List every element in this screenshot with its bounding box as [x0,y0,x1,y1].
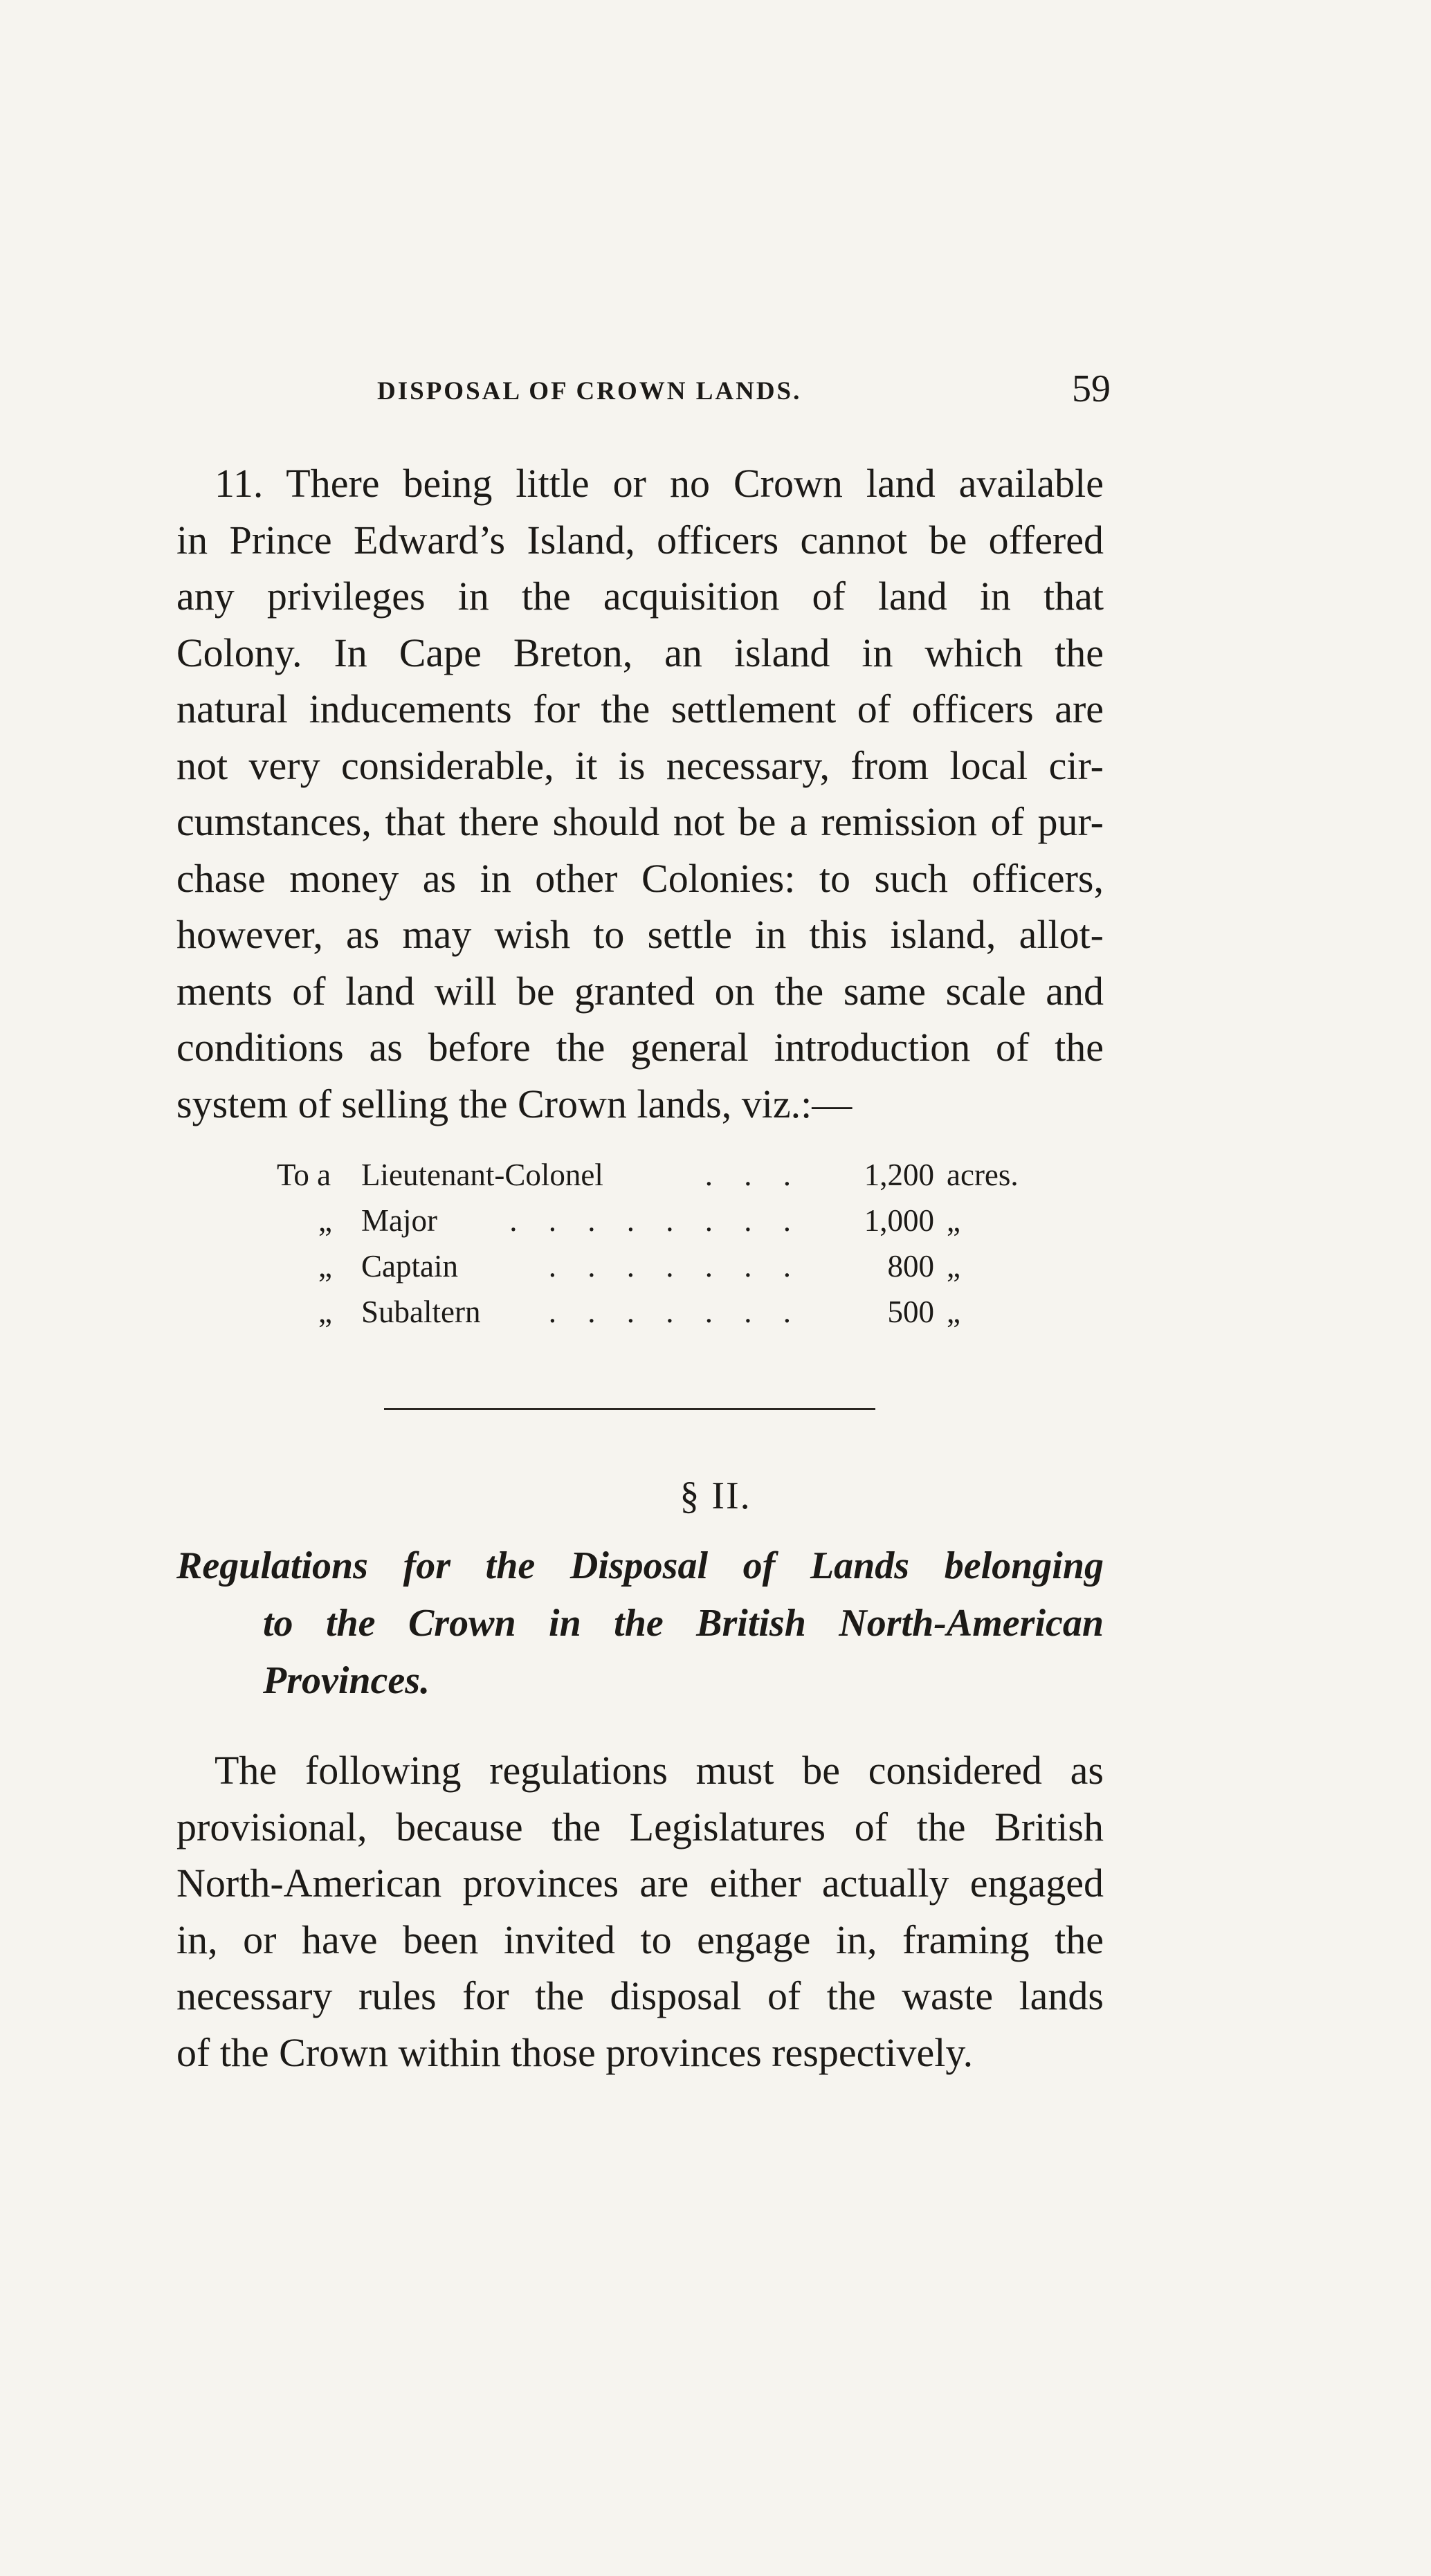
rank-label: Lieutenant-Colonel [361,1158,603,1192]
allotment-row [277,1152,1019,1198]
text-line: system of selling the Crown lands, viz.:— [176,1081,853,1126]
acreage-unit: „ [947,1203,960,1238]
acreage-unit: „ [947,1295,960,1329]
acreage-value: 1,200 [864,1158,934,1192]
rank-label: Major [361,1203,437,1238]
acreage-unit: acres. [947,1158,1019,1192]
title-line: Provinces. [263,1659,430,1702]
text-line: necessary rules for the disposal of the waste lands [176,1973,1104,2018]
ditto-mark: „ [318,1203,332,1238]
row-prefix: To a [277,1158,331,1192]
text-line: ments of land will be granted on the same scale and [176,968,1104,1014]
text-line: 11. There being little or no Crown land available [215,461,1104,506]
dot-leader: . . . . . . . . [509,1203,803,1238]
text-line: not very considerable, it is necessary, from local cir- [176,742,1104,788]
rank-label: Captain [361,1249,458,1284]
dot-leader: . . . . . . . [548,1249,803,1284]
text-line: cumstances, that there should not be a remission of pur- [176,799,1104,844]
text-line: conditions as before the general introduction of the [176,1025,1104,1070]
intro-paragraph [176,1742,1104,2081]
title-line: Regulations for the Disposal of Lands belonging [176,1544,1104,1587]
section-title [176,1537,1104,1710]
text-line: The following regulations must be considered as [215,1748,1104,1793]
allotment-row [277,1243,1010,1289]
running-head: DISPOSAL OF CROWN LANDS. [377,377,802,405]
paragraph-11 [176,455,1104,1132]
text-line: any privileges in the acquisition of land in that [176,574,1104,619]
acreage-unit: „ [947,1249,960,1284]
text-line: in Prince Edward’s Island, officers cannot be offered [176,517,1104,563]
acreage-value: 1,000 [864,1203,934,1238]
text-line: in, or have been invited to engage in, framing the [176,1917,1104,1962]
acreage-value: 500 [887,1295,934,1329]
title-line: to the Crown in the British North-American [263,1602,1104,1645]
text-line: provisional, because the Legislatures of the British [176,1804,1104,1849]
allotment-row [277,1289,1010,1335]
section-heading: § II. [680,1474,751,1517]
text-line: however, as may wish to settle in this island, allot- [176,912,1104,957]
text-line: natural inducements for the settlement of officers are [176,686,1104,731]
allotment-table [277,1152,1019,1335]
ditto-mark: „ [318,1249,332,1284]
page-number: 59 [1072,367,1111,410]
rank-label: Subaltern [361,1295,481,1329]
dot-leader: . . . . . . . [548,1295,803,1329]
allotment-row [277,1198,1010,1243]
acreage-value: 800 [887,1249,934,1284]
text-line: Colony. In Cape Breton, an island in which the [176,630,1104,675]
ditto-mark: „ [318,1295,332,1329]
text-line: chase money as in other Colonies: to such officers, [176,855,1104,901]
dot-leader: . . . [704,1158,803,1192]
page-header [176,367,1111,422]
section-divider-rule [384,1408,875,1410]
text-line: of the Crown within those provinces respectively. [176,2029,974,2075]
text-line: North-American provinces are either actually engaged [176,1861,1104,1906]
